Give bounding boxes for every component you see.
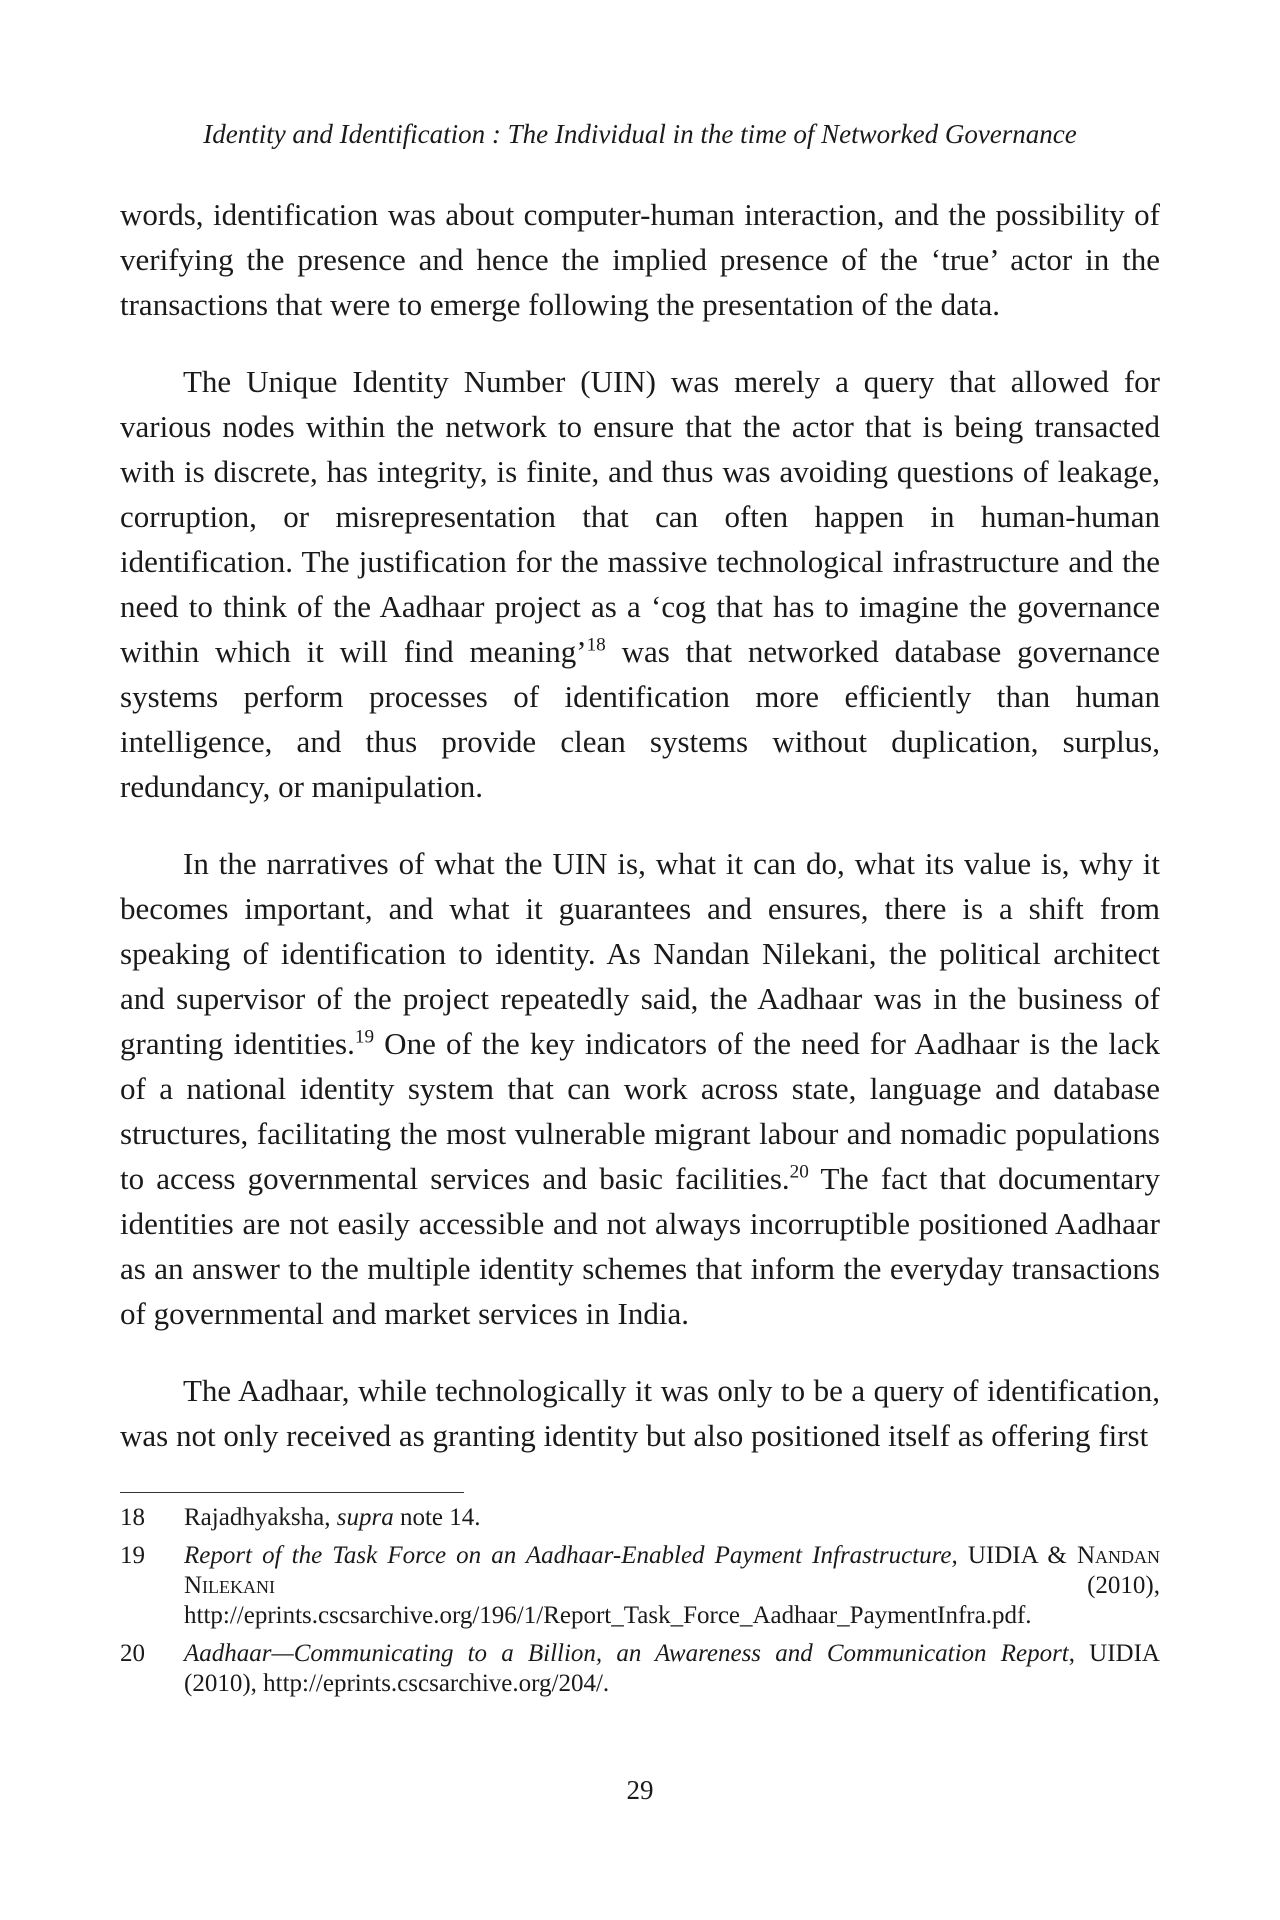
footnote-18 (120, 1503, 1160, 1533)
footnote-text (184, 1639, 1160, 1699)
paragraph-3-part-a: In the narratives of what the UIN is, what it can do, what its value is, why it becomes important, and what it guarantees and ensures, there is a shift from speaking of identification to identity. As Nandan Nilekani, the political architect and supervisor of the project repeatedly said, the Aadhaar was in the business of granting identities. (120, 846, 1160, 1061)
footnote-20 (120, 1639, 1160, 1699)
footnote-rest: (2010), http://eprints.cscsarchive.org/196/1/Report_Task_Force_Aadhaar_PaymentInfra.pdf. (184, 1572, 1160, 1629)
paragraph-3 (120, 841, 1160, 1336)
footnote-rest: , UIDIA (2010), http://eprints.cscsarchive.org/204/. (184, 1640, 1160, 1697)
paragraph-3-part-b: One of the key indicators of the need for Aadhaar is the lack of a national identity system that can work across state, language and database structures, facilitating the most vulnerable migrant labour and nomadic populations to access governmental services and basic facilities. (120, 1026, 1160, 1196)
paragraph-2 (120, 359, 1160, 809)
page-number: 29 (626, 1775, 654, 1805)
footnote-number: 18 (120, 1504, 145, 1531)
footnote-ref-19: 19 (354, 1026, 375, 1048)
footnote-title: Aadhaar—Communicating to a Billion, an Awareness and Communication Report (184, 1640, 1069, 1667)
footnote-divider (120, 1492, 464, 1493)
footnote-publisher: UIDIA & (957, 1542, 1077, 1569)
footnote-text (184, 1541, 1160, 1631)
footnote-text (184, 1503, 1160, 1533)
paragraph-4: The Aadhaar, while technologically it was only to be a query of identification, was not only received as granting identity but also positioned itself as offering first (120, 1373, 1160, 1453)
footnote-number: 20 (120, 1640, 145, 1667)
paragraph-2-part-a: The Unique Identity Number (UIN) was merely a query that allowed for various nodes within the network to ensure that the actor that is being transacted with is discrete, has integrity, is finite, and thus was avoiding questions of leakage, corruption, or misrepresentation that can often happen in human-human identification. The justification for the massive technological infrastructure and the need to think of the Aadhaar project as a ‘cog that has to imagine the governance within which it will find meaning’ (120, 364, 1160, 669)
body-text (120, 192, 1160, 1458)
paragraph-1: words, identification was about computer-human interaction, and the possibility of verifying the presence and hence the implied presence of the ‘true’ actor in the transactions that were to emerge following the presentation of the data. (120, 197, 1160, 322)
paragraph-3-part-c: The fact that documentary identities are not easily accessible and not always incorruptible positioned Aadhaar as an answer to the multiple identity schemes that inform the everyday transactions of governmental and market services in India. (120, 1161, 1161, 1331)
running-header: Identity and Identification : The Individual in the time of Networked Governance (203, 119, 1077, 149)
footnote-author: Rajadhyaksha, (184, 1504, 331, 1531)
footnote-rest: note 14. (399, 1504, 481, 1531)
paragraph-2-part-b: was that networked database governance systems perform processes of identification more efficiently than human intelligence, and thus provide clean systems without duplication, surplus, redundancy, or manipulation. (120, 634, 1160, 804)
footnotes (120, 1503, 1160, 1707)
footnote-19 (120, 1541, 1160, 1631)
footnote-italic: supra (336, 1504, 394, 1531)
footnote-author: Nandan Nilekani (184, 1542, 1160, 1599)
footnote-number: 19 (120, 1542, 145, 1569)
footnote-ref-18: 18 (586, 634, 606, 656)
footnote-ref-20: 20 (789, 1161, 809, 1183)
footnote-title: Report of the Task Force on an Aadhaar-Enabled Payment Infrastructure, (184, 1542, 958, 1569)
